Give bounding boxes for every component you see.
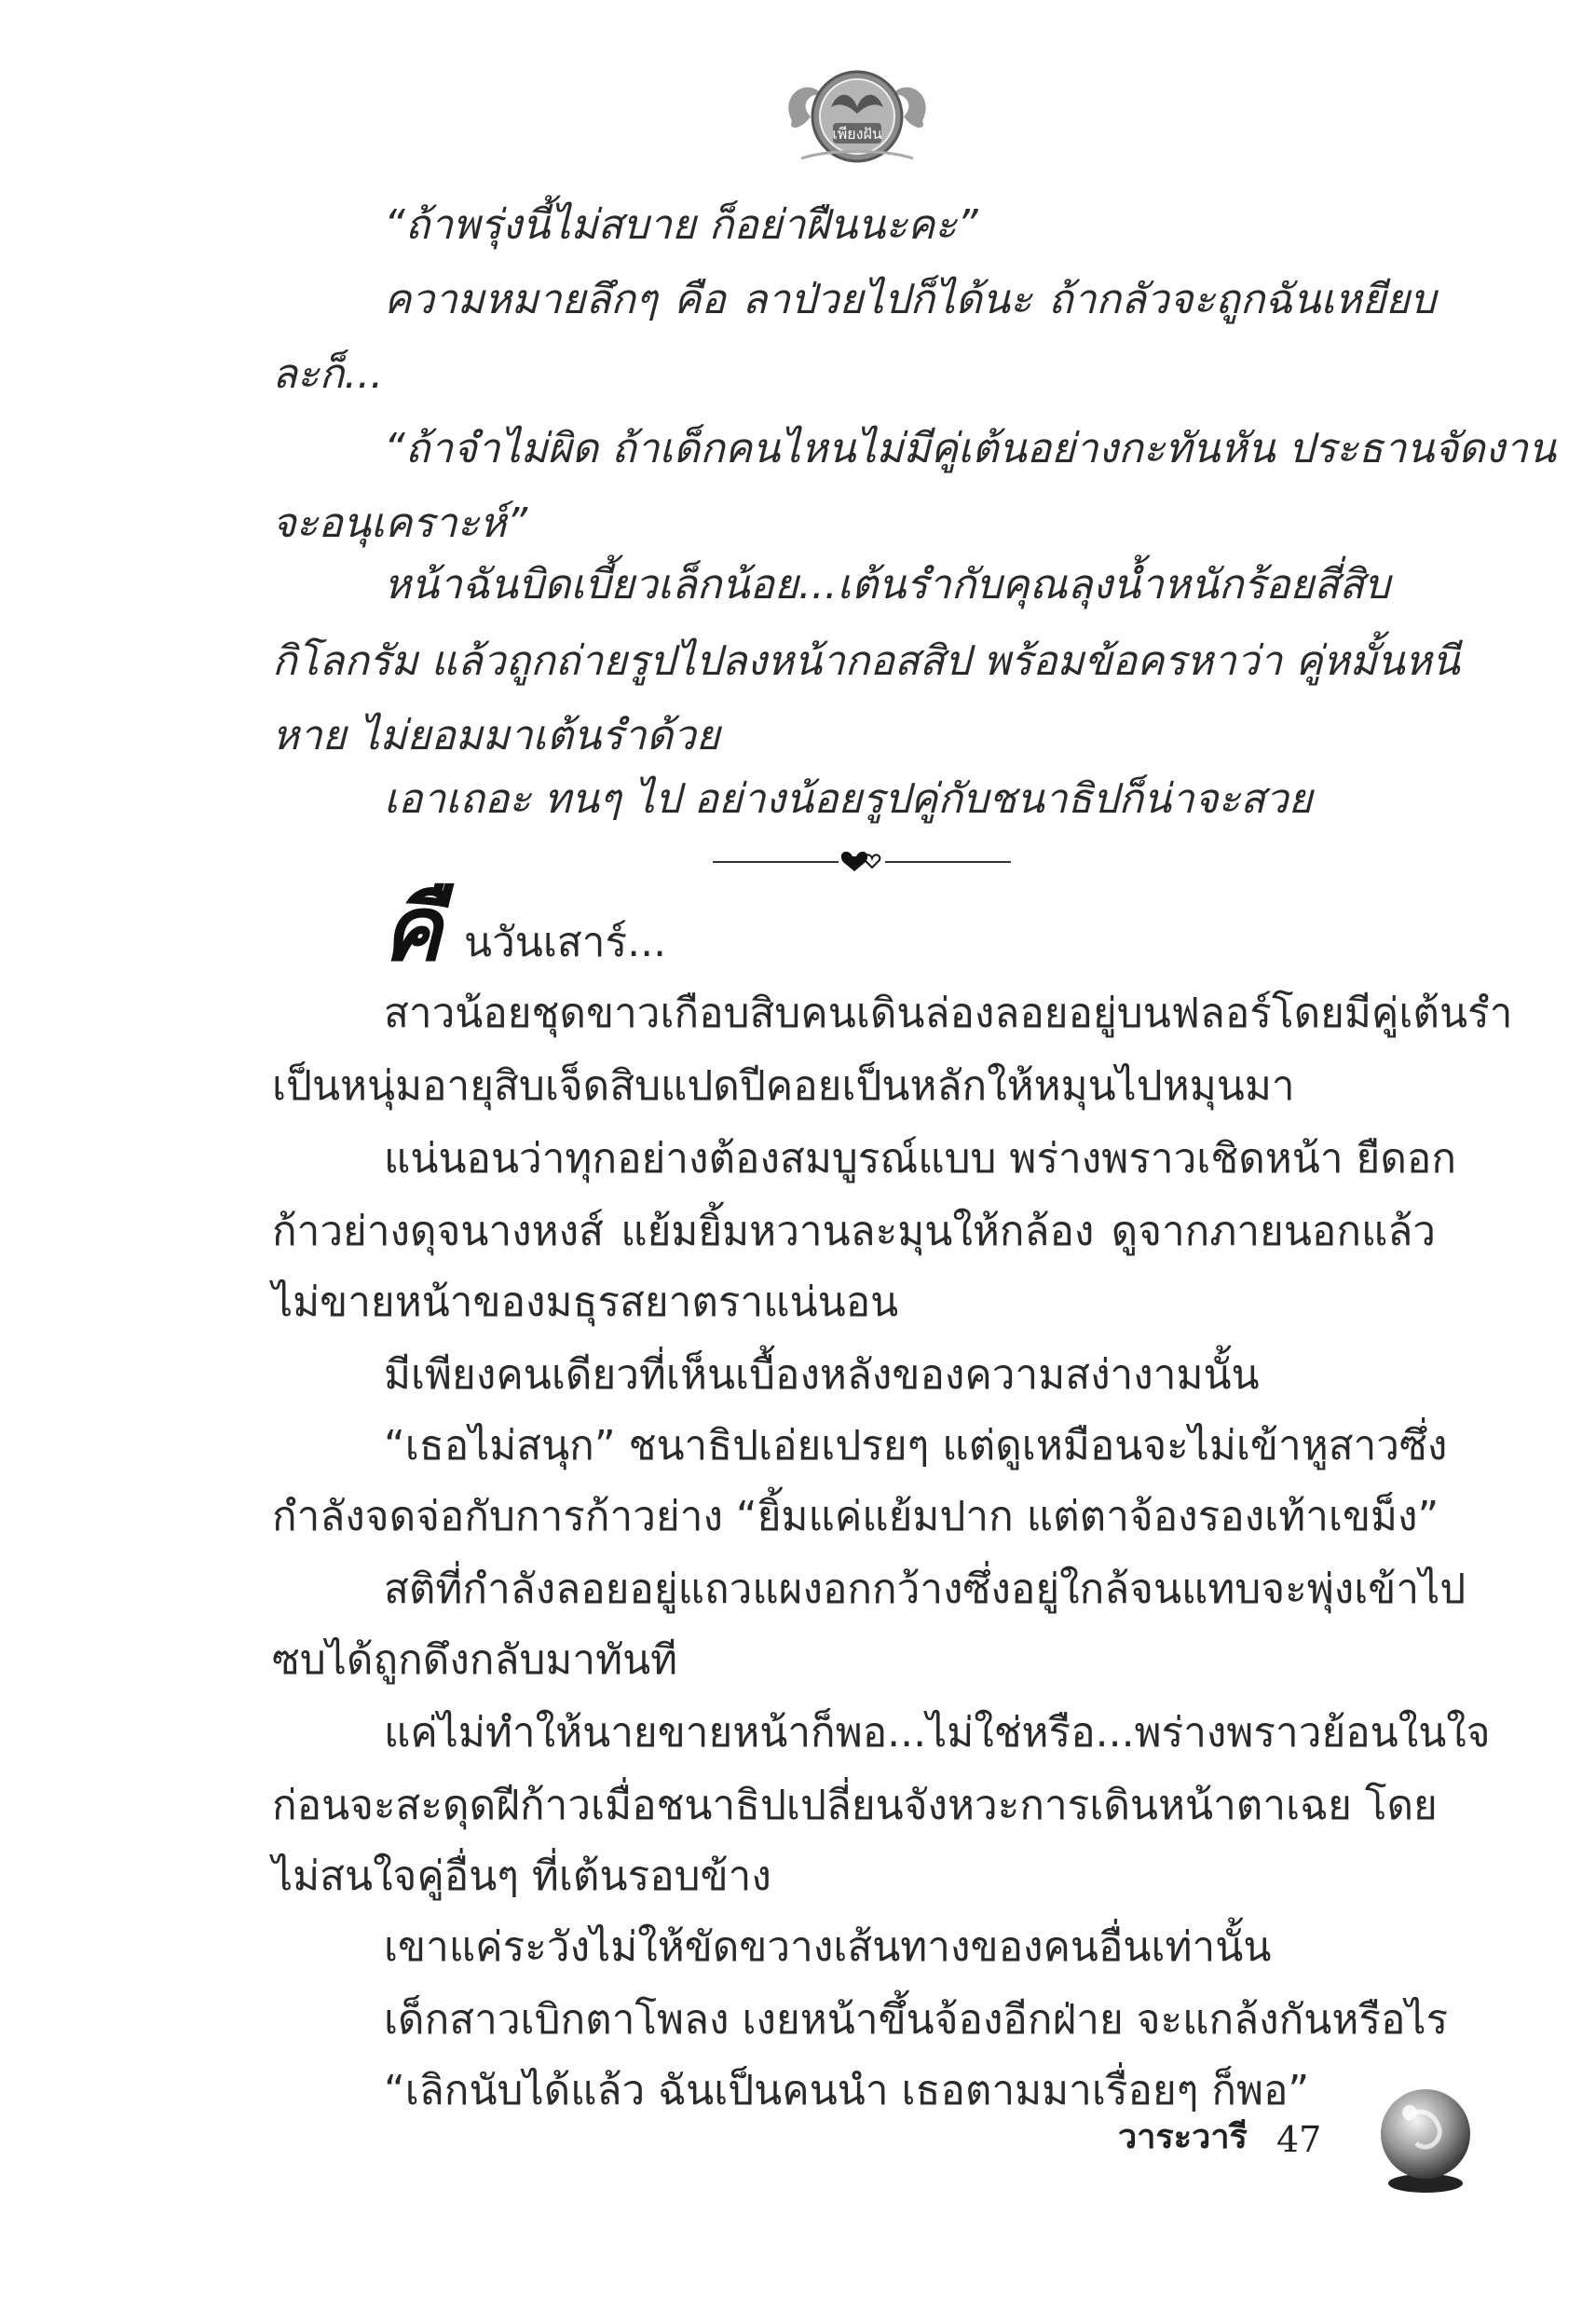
text-line: เอาเถอะ ทนๆ ไป อย่างน้อยรูปคู่กับชนาธิปก็น่าจะสวย xyxy=(384,775,1313,823)
text-line: จะอนุเคราะห์” xyxy=(272,499,528,547)
text-line: มีเพียงคนเดียวที่เห็นเบื้องหลังของความสง่างามนั้น xyxy=(384,1351,1260,1399)
chapter-opening-text: นวันเสาร์... xyxy=(464,919,667,966)
emblem-text: เพียงฝัน xyxy=(832,125,882,143)
text-line: ความหมายลึกๆ คือ ลาป่วยไปก็ได้นะ ถ้ากลัวจะถูกฉันเหยียบ xyxy=(384,276,1436,323)
text-line: ไม่ขายหน้าของมธุรสยาตราแน่นอน xyxy=(272,1279,899,1326)
text-line: กำลังจดจ่อกับการก้าวย่าง “ยิ้มแค่แย้มปาก แต่ตาจ้องรองเท้าเขม็ง” xyxy=(272,1493,1439,1540)
heart-divider-icon xyxy=(708,843,1016,881)
text-line: ก่อนจะสะดุดฝีก้าวเมื่อชนาธิปเปลี่ยนจังหวะการเดินหน้าตาเฉย โดย xyxy=(272,1782,1438,1829)
text-line: “ถ้าจำไม่ผิด ถ้าเด็กคนไหนไม่มีคู่เต้นอย่างกะทันหัน ประธานจัดงาน xyxy=(384,425,1556,472)
text-line: “ถ้าพรุ่งนี้ไม่สบาย ก็อย่าฝืนนะคะ” xyxy=(384,201,978,249)
text-line: ซบได้ถูกดึงกลับมาทันที xyxy=(272,1636,678,1684)
text-line: เขาแค่ระวังไม่ให้ขัดขวางเส้นทางของคนอื่นเท่านั้น xyxy=(384,1923,1272,1971)
ornamental-emblem-icon xyxy=(773,56,941,177)
text-line: กิโลกรัม แล้วถูกถ่ายรูปไปลงหน้ากอสสิป พร้อมข้อครหาว่า คู่หมั้นหนี xyxy=(272,637,1460,685)
book-title-footer: วาระวารี xyxy=(1118,2118,1248,2156)
page-number: 47 xyxy=(1276,2119,1322,2160)
text-line: แค่ไม่ทำให้นายขายหน้าก็พอ...ไม่ใช่หรือ...พร่างพราวย้อนในใจ xyxy=(384,1709,1491,1757)
text-line: หน้าฉันบิดเบี้ยวเล็กน้อย...เต้นรำกับคุณลุงน้ำหนักร้อยสี่สิบ xyxy=(384,561,1390,609)
text-line: “เลิกนับได้แล้ว ฉันเป็นคนนำ เธอตามมาเรื่อยๆ ก็พอ” xyxy=(384,2067,1310,2114)
text-line: “เธอไม่สนุก” ชนาธิปเอ่ยเปรยๆ แต่ดูเหมือนจะไม่เข้าหูสาวซึ่ง xyxy=(384,1422,1448,1470)
text-line: หาย ไม่ยอมมาเต้นรำด้วย xyxy=(272,712,720,759)
text-line: เป็นหนุ่มอายุสิบเจ็ดสิบแปดปีคอยเป็นหลักให้หมุนไปหมุนมา xyxy=(272,1062,1295,1110)
text-line: สติที่กำลังลอยอยู่แถวแผงอกกว้างซึ่งอยู่ใกล้จนแทบจะพุ่งเข้าไป xyxy=(384,1566,1466,1613)
crystal-ball-icon xyxy=(1374,2083,1477,2195)
text-line: ไม่สนใจคู่อื่นๆ ที่เต้นรอบข้าง xyxy=(272,1853,771,1900)
text-line: แน่นอนว่าทุกอย่างต้องสมบูรณ์แบบ พร่างพราวเชิดหน้า ยืดอก xyxy=(384,1135,1456,1183)
text-line: เด็กสาวเบิกตาโพลง เงยหน้าขึ้นจ้องอีกฝ่าย จะแกล้งกันหรือไร xyxy=(384,1996,1449,2044)
text-line: สาวน้อยชุดขาวเกือบสิบคนเดินล่องลอยอยู่บนฟลอร์โดยมีคู่เต้นรำ xyxy=(384,990,1513,1037)
text-line: ละก็... xyxy=(272,350,384,398)
drop-cap-letter: คื xyxy=(382,877,443,981)
text-line: ก้าวย่างดุจนางหงส์ แย้มยิ้มหวานละมุนให้กล้อง ดูจากภายนอกแล้ว xyxy=(272,1208,1436,1255)
